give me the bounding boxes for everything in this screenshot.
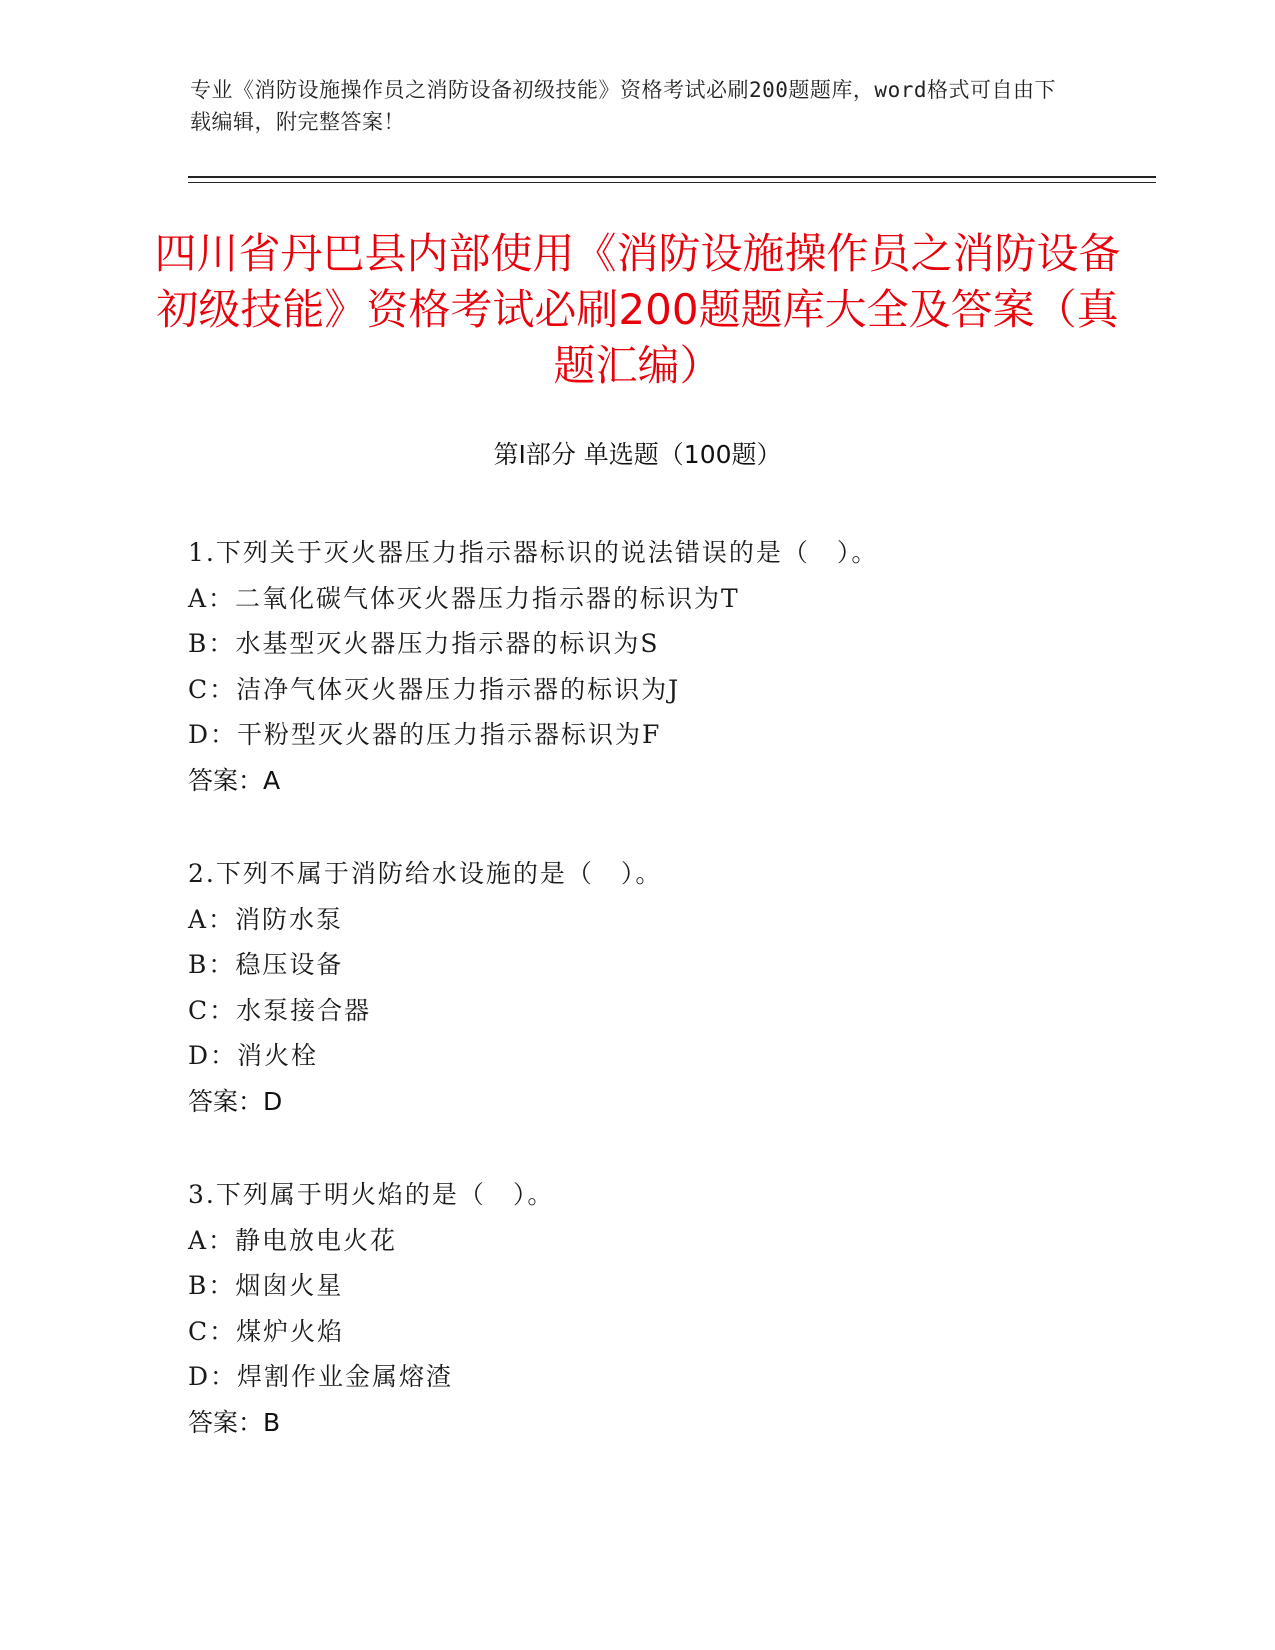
- option-b: B：水基型灭火器压力指示器的标识为S: [188, 629, 660, 658]
- answer-line: 答案：A: [188, 765, 281, 795]
- question-item: [188, 1172, 1148, 1445]
- option-d: D：焊割作业金属熔渣: [188, 1362, 454, 1391]
- section-title: 第Ⅰ部分 单选题（100题）: [493, 440, 782, 469]
- option-c: C：洁净气体灭火器压力指示器的标识为J: [188, 674, 681, 704]
- option-d: D：消火栓: [188, 1041, 319, 1070]
- option-d: D：干粉型灭火器的压力指示器标识为F: [188, 720, 662, 749]
- answer-line: 答案：B: [188, 1407, 281, 1437]
- question-stem: 3.下列属于明火焰的是（ ）。: [188, 1180, 555, 1209]
- option-c: C：煤炉火焰: [188, 1316, 345, 1346]
- question-item: [188, 851, 1148, 1124]
- question-stem: 2.下列不属于消防给水设施的是（ ）。: [188, 859, 663, 888]
- question-item: [188, 530, 1148, 803]
- option-b: B：烟囱火星: [188, 1271, 344, 1300]
- option-a: A：静电放电火花: [188, 1225, 398, 1255]
- header-note: 专业《消防设施操作员之消防设备初级技能》资格考试必刷200题题库，word格式可自由下载编辑，附完整答案！: [190, 78, 1056, 134]
- option-b: B：稳压设备: [188, 950, 344, 979]
- document-title: 四川省丹巴县内部使用《消防设施操作员之消防设备初级技能》资格考试必刷200题题库大全及答案（真题汇编）: [154, 229, 1121, 390]
- question-list: [188, 530, 1148, 1493]
- option-a: A：消防水泵: [188, 904, 344, 934]
- option-c: C：水泵接合器: [188, 995, 372, 1025]
- header-divider-thick: [188, 176, 1156, 178]
- option-a: A：二氧化碳气体灭火器压力指示器的标识为T: [188, 583, 740, 613]
- header-divider-thin: [188, 182, 1156, 183]
- question-stem: 1.下列关于灭火器压力指示器标识的说法错误的是（ ）。: [188, 538, 879, 567]
- answer-line: 答案：D: [188, 1086, 283, 1116]
